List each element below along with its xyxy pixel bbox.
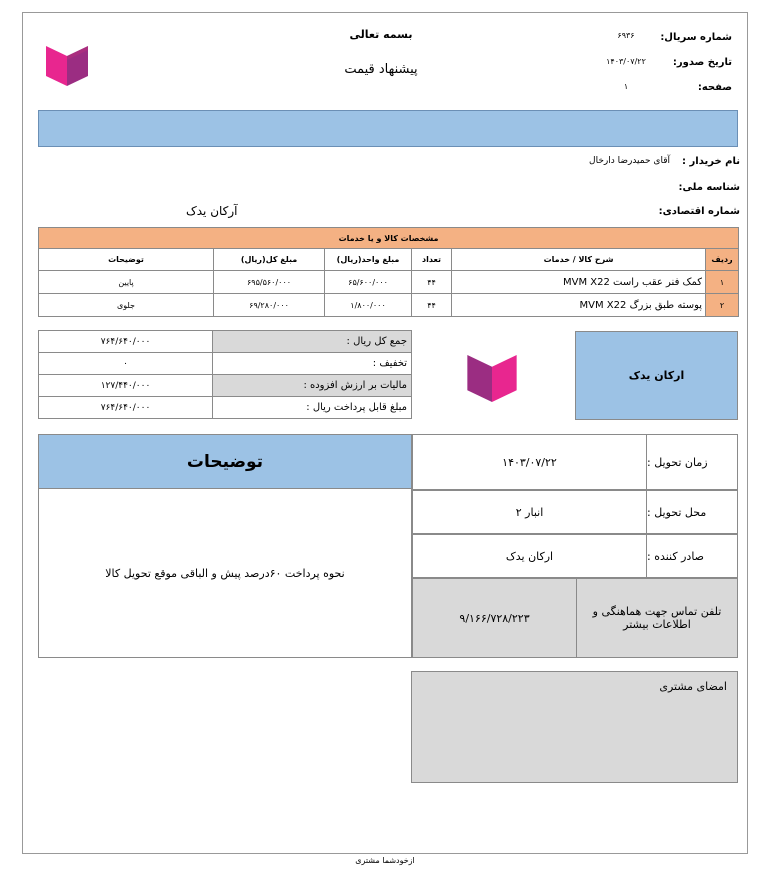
vat-label: مالیات بر ارزش افزوده :: [213, 375, 412, 397]
page-value: ۱: [623, 82, 629, 91]
footer-text: ازخودشما مشتری: [355, 856, 415, 865]
header-total-price: مبلغ کل(ریال): [214, 249, 325, 271]
discount-value: ۰: [39, 353, 213, 375]
delivery-time-row: [411, 434, 738, 490]
header-banner: [38, 110, 738, 147]
delivery-time-value: ۱۴۰۳/۰۷/۲۲: [412, 435, 646, 489]
company-logo-small: [465, 348, 519, 402]
phone-row: [411, 578, 738, 658]
item-unit-price: ۱/۸۰۰/۰۰۰: [325, 294, 412, 317]
vat-row: [39, 375, 412, 397]
item-quantity: ۴۴: [412, 294, 452, 317]
issuer-row: [411, 534, 738, 578]
serial-value: ۶۹۳۶: [617, 31, 635, 40]
header-quantity: تعداد: [412, 249, 452, 271]
row-number: ۱: [706, 271, 739, 294]
payable-value: ۷۶۴/۶۴۰/۰۰۰: [39, 397, 213, 419]
item-notes: جلوی: [39, 294, 214, 317]
item-description: کمک فنر عقب راست MVM X22: [452, 271, 706, 294]
date-value: ۱۴۰۳/۰۷/۲۲: [606, 57, 646, 66]
vat-value: ۱۲۷/۴۴۰/۰۰۰: [39, 375, 213, 397]
company-name-box: ارکان یدک: [575, 331, 738, 420]
phone-value: ۹/۱۶۶/۷۲۸/۲۲۳: [412, 579, 576, 657]
payable-label: مبلغ قابل پرداخت ریال :: [213, 397, 412, 419]
seller-name: آرکان یدک: [186, 204, 238, 218]
delivery-place-label: محل تحویل :: [646, 491, 737, 533]
item-total-price: ۶۹۵/۵۶۰/۰۰۰: [214, 271, 325, 294]
signature-label: امضای مشتری: [659, 680, 727, 693]
item-total-price: ۶۹/۲۸۰/۰۰۰: [214, 294, 325, 317]
page-label: صفحه:: [697, 82, 732, 93]
company-logo: [44, 40, 90, 86]
header-row-number: ردیف: [706, 249, 739, 271]
header-description: شرح کالا / خدمات: [452, 249, 706, 271]
totals-table: [38, 330, 412, 419]
phone-label: تلفن تماس جهت هماهنگی و اطلاعات بیشتر: [576, 579, 737, 657]
header-notes: توضیحات: [39, 249, 214, 271]
total-row: [39, 331, 412, 353]
row-number: ۲: [706, 294, 739, 317]
buyer-name-label: نام خریدار :: [682, 156, 740, 167]
items-table: [38, 227, 739, 317]
serial-label: شماره سریال:: [660, 32, 732, 43]
delivery-place-value: انبار ۲: [412, 491, 646, 533]
header-unit-price: مبلغ واحد(ریال): [325, 249, 412, 271]
basmala: بسمه تعالی: [349, 28, 413, 41]
issuer-label: صادر کننده :: [646, 535, 737, 577]
items-table-title: مشخصات کالا و یا خدمات: [39, 228, 739, 249]
item-unit-price: ۶۵/۶۰۰/۰۰۰: [325, 271, 412, 294]
customer-signature-box: [411, 671, 738, 783]
national-id-label: شناسه ملی:: [678, 182, 740, 193]
delivery-time-label: زمان تحویل :: [646, 435, 737, 489]
delivery-place-row: [411, 490, 738, 534]
discount-label: تخفیف :: [213, 353, 412, 375]
buyer-name-value: آقای حمیدرضا دارخال: [589, 156, 670, 166]
economic-number-label: شماره اقتصادی:: [658, 206, 740, 217]
table-row: [39, 294, 739, 317]
payable-row: [39, 397, 412, 419]
item-description: پوسته طبق بزرگ MVM X22: [452, 294, 706, 317]
logo-box: [411, 331, 575, 420]
table-row: [39, 271, 739, 294]
date-label: تاریخ صدور:: [672, 57, 732, 68]
item-quantity: ۴۴: [412, 271, 452, 294]
document-title: پیشنهاد قیمت: [344, 62, 418, 77]
total-label: جمع کل ریال :: [213, 331, 412, 353]
items-header-row: [39, 249, 739, 271]
description-heading: توضیحات: [38, 434, 412, 489]
issuer-value: ارکان یدک: [412, 535, 646, 577]
discount-row: [39, 353, 412, 375]
item-notes: پایین: [39, 271, 214, 294]
total-value: ۷۶۴/۶۴۰/۰۰۰: [39, 331, 213, 353]
description-text: نحوه پرداخت ۶۰درصد پیش و الباقی موقع تحویل کالا: [38, 488, 412, 658]
